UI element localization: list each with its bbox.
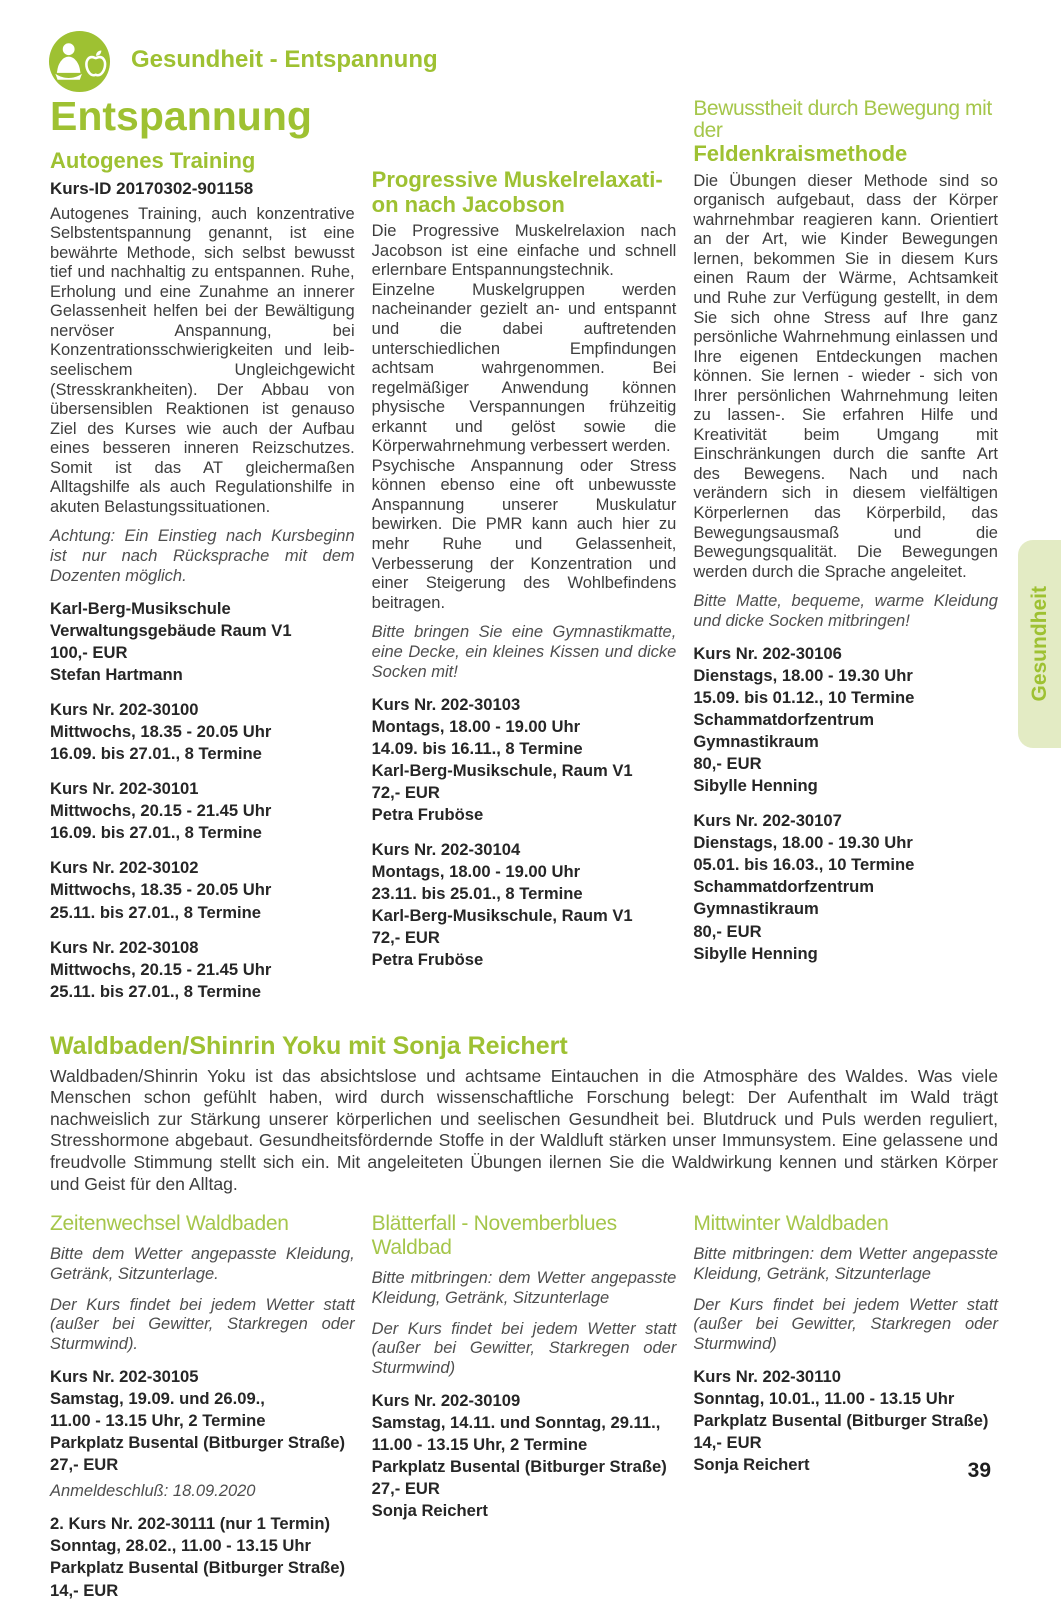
course-line: Parkplatz Busental (Bitburger Straße) bbox=[693, 1411, 989, 1431]
side-tab-label: Gesundheit bbox=[1027, 586, 1051, 702]
course-line: Petra Fruböse bbox=[371, 804, 484, 824]
course-line: Petra Fruböse bbox=[371, 950, 484, 970]
deadline-zeitenwechsel: Anmeldeschluß: 18.09.2020 bbox=[50, 1482, 256, 1501]
course-202-30111 bbox=[50, 1513, 355, 1601]
page-header bbox=[48, 30, 438, 93]
note-feldenkrais: Bitte Matte, bequeme, warme Kleidung und dicke Socken mitbringen! bbox=[693, 592, 998, 630]
note-zeitenwechsel-2: Der Kurs findet bei jedem Wetter statt (außer bei Gewitter, Starkregen oder Sturmwind). bbox=[50, 1295, 355, 1354]
course-line: 16.09. bis 27.01., 8 Termine bbox=[50, 823, 262, 843]
note-zeitenwechsel-1: Bitte dem Wetter angepasste Kleidung, Getränk, Sitzunterlage. bbox=[50, 1245, 355, 1283]
course-line: Kurs Nr. 202-30103 bbox=[371, 694, 521, 714]
kurs-id: Kurs-ID 20170302-901158 bbox=[50, 178, 254, 198]
course-line: 11.00 - 13.15 Uhr, 2 Termine bbox=[50, 1411, 266, 1431]
heading-progressive-muskelrelaxation bbox=[372, 168, 677, 217]
note-autogenes-training: Achtung: Ein Einstieg nach Kursbeginn ist nur nach Rücksprache mit dem Dozenten möglich. bbox=[50, 527, 355, 585]
heading-line: Progressive Muskelrelaxati- bbox=[371, 167, 663, 192]
course-line: Schammatdorfzentrum Gymnastikraum bbox=[693, 709, 875, 752]
meditation-apple-icon bbox=[48, 30, 111, 93]
course-line: Parkplatz Busental (Bitburger Straße) bbox=[50, 1433, 346, 1453]
course-line: 25.11. bis 27.01., 8 Termine bbox=[50, 981, 261, 1001]
course-line: Montags, 18.00 - 19.00 Uhr bbox=[371, 862, 581, 882]
course-line: Kurs Nr. 202-30104 bbox=[371, 839, 521, 859]
course-line: Mittwochs, 18.35 - 20.05 Uhr bbox=[50, 722, 272, 742]
course-line: 11.00 - 13.15 Uhr, 2 Termine bbox=[371, 1435, 588, 1455]
course-line: Kurs Nr. 202-30100 bbox=[50, 700, 199, 720]
course-line: Dienstags, 18.00 - 19.30 Uhr bbox=[693, 665, 913, 685]
course-line: Mittwochs, 20.15 - 21.45 Uhr bbox=[50, 959, 272, 979]
body-feldenkrais: Die Übungen dieser Methode sind so organisch aufgebaut, dass der Körper wahrnehmbar reagieren kann. Orientiert an der Art, wie Kinder Bewegungen lernen, bekommen Sie in diesem Kurs einen Raum der Wärme, Achtsamkeit und Ruhe zur Verfügung gestellt, in dem Sie sich ohne Stress auf Ihre ganz persönliche Wahrnehmung einlassen und Ihre eigenen Entdeckungen machen können. Sie lernen - wieder - sich von Ihrer persönlichen Wahrnehmung leiten zu lassen-. Sie erfahren Hilfe und Kreativität beim Umgang mit Einschränkungen durch die sanfte Art des Bewegens. Nach und nach verändern sich in diesem vielfältigen Körperlernen das Körperbild, das Bewegungsausmaß und die Bewegungsqualität. Die Bewegungen werden durch die Sprache angeleitet. bbox=[693, 171, 998, 581]
course-line: Mittwochs, 18.35 - 20.05 Uhr bbox=[50, 880, 272, 900]
note-mittwinter-2: Der Kurs findet bei jedem Wetter statt (außer bei Gewitter, Starkregen oder Sturmwind) bbox=[693, 1295, 998, 1354]
course-line: Parkplatz Busental (Bitburger Straße) bbox=[371, 1457, 667, 1477]
course-line: Karl-Berg-Musikschule, Raum V1 bbox=[371, 906, 633, 926]
course-202-30100 bbox=[50, 699, 355, 765]
course-line: Parkplatz Busental (Bitburger Straße) bbox=[50, 1558, 346, 1578]
course-line: Mittwochs, 20.15 - 21.45 Uhr bbox=[50, 801, 272, 821]
course-line: Kurs Nr. 202-30101 bbox=[50, 779, 199, 799]
course-line: Montags, 18.00 - 19.00 Uhr bbox=[371, 716, 581, 736]
course-202-30110 bbox=[693, 1366, 998, 1476]
course-202-30106 bbox=[693, 643, 998, 797]
heading-waldbaden: Waldbaden/Shinrin Yoku mit Sonja Reichert bbox=[50, 1031, 568, 1060]
page-title: Entspannung bbox=[50, 93, 312, 139]
course-line: 14.09. bis 16.11., 8 Termine bbox=[371, 738, 583, 758]
venue-line: Stefan Hartmann bbox=[50, 664, 183, 684]
course-line: Sonntag, 10.01., 11.00 - 13.15 Uhr bbox=[693, 1389, 955, 1409]
course-202-30105 bbox=[50, 1366, 355, 1476]
note-pmr: Bitte bringen Sie eine Gymnastikmatte, eine Decke, ein kleines Kissen und dicke Socken mit! bbox=[371, 623, 677, 681]
course-202-30103 bbox=[372, 694, 677, 826]
course-line: Samstag, 19.09. und 26.09., bbox=[50, 1389, 265, 1409]
page-number: 39 bbox=[967, 1459, 991, 1482]
course-line: Schammatdorfzentrum Gymnastikraum bbox=[693, 877, 875, 919]
kicker-feldenkrais: Bewusstheit durch Bewegung mit der bbox=[693, 97, 992, 143]
column-feldenkraismethode bbox=[693, 96, 998, 1016]
note-blaetterfall-1: Bitte mitbringen: dem Wetter angepasste Kleidung, Getränk, Sitzunterlage bbox=[371, 1269, 677, 1307]
body-pmr-p3: Psychische Anspannung oder Stress können ebenso eine oft unbewusste Anspannung unserer Muskulatur bewirken. Die PMR kann auch hier zu mehr Ruhe und Gelassenheit, Verbesserung der Konzentration und einer Steigerung des Wohlbefindens beitragen. bbox=[371, 456, 677, 612]
course-line: Kurs Nr. 202-30105 bbox=[50, 1367, 199, 1387]
category-label: Gesundheit - Entspannung bbox=[131, 45, 438, 73]
body-pmr-p2: Einzelne Muskelgruppen werden nacheinander gezielt an- und entspannt und die dabei auftretenden unterschiedlichen Empfindungen achtsam wahrgenommen. Bei regelmäßiger Anwendung können physische Verspannungen frühzeitig erkannt und gelöst sowie die Körperwahrnehmung verbessert werden. bbox=[371, 280, 677, 456]
note-mittwinter-1: Bitte mitbringen: dem Wetter angepasste Kleidung, Getränk, Sitzunterlage bbox=[693, 1245, 998, 1283]
heading-autogenes-training: Autogenes Training bbox=[50, 148, 256, 173]
heading-zeitenwechsel: Zeitenwechsel Waldbaden bbox=[50, 1212, 289, 1236]
course-line: Sonntag, 28.02., 11.00 - 13.15 Uhr bbox=[50, 1536, 312, 1556]
column-mittwinter-waldbaden bbox=[693, 1210, 998, 1615]
venue-line: Karl-Berg-Musikschule bbox=[50, 598, 231, 618]
course-line: Sonja Reichert bbox=[693, 1455, 810, 1475]
column-blaetterfall-waldbad bbox=[372, 1210, 677, 1615]
course-line: 05.01. bis 16.03., 10 Termine bbox=[693, 855, 915, 875]
course-202-30102 bbox=[50, 857, 355, 923]
course-line: 72,- EUR bbox=[371, 928, 440, 948]
top-section bbox=[50, 93, 998, 1016]
course-line: Dienstags, 18.00 - 19.30 Uhr bbox=[693, 833, 913, 853]
course-line: 25.11. bis 27.01., 8 Termine bbox=[50, 902, 261, 922]
body-waldbaden: Waldbaden/Shinrin Yoku ist das absichtslose und achtsame Eintauchen in die Atmosphäre des Waldes. Was viele Menschen schon gefühlt haben, wird durch wissenschaftliche Forschung belegt: Der Aufenthalt im Wald trägt nachweislich zur Stärkung unserer körperlichen und seelischen Gesundheit bei. Blutdruck und Puls werden reguliert, Stresshormone abgebaut. Gesundheitsfördernde Stoffe in der Waldluft stärken unser Immunsystem. Eine gelassene und freudvolle Stimmung stellt sich ein. Mit angeleiteten Übungen ilernen Sie die Waldwirkung kennen und stärken Körper und Geist für den Alltag. bbox=[50, 1065, 998, 1194]
course-line: Kurs Nr. 202-30102 bbox=[50, 858, 199, 878]
course-202-30101 bbox=[50, 778, 355, 844]
course-line: Sonja Reichert bbox=[371, 1501, 488, 1521]
course-line: Kurs Nr. 202-30107 bbox=[693, 811, 842, 831]
course-line: 2. Kurs Nr. 202-30111 (nur 1 Termin) bbox=[50, 1514, 331, 1534]
body-autogenes-training: Autogenes Training, auch konzentrative Selbstentspannung genannt, ist eine bewährte Methode, sich selbst bewusst tief und nachhaltig zu entspannen. Ruhe, Erholung und eine Zunahme an innerer Gelassenheit helfen bei der Bewältigung nervöser Anspannung, bei Konzentrationsschwierigkeiten und leib-seelischem Ungleichgewicht (Stresskrankheiten). Der Abbau von übersensiblen Reaktionen ist genauso Ziel des Kurses wie auch der Aufbau eines besseren inneren Reizschutzes. Somit ist das AT gleichermaßen Alltagshilfe als auch Regulationshilfe in akuten Belastungssituationen. bbox=[50, 204, 355, 516]
course-202-30109 bbox=[372, 1390, 677, 1522]
heading-mittwinter: Mittwinter Waldbaden bbox=[693, 1212, 889, 1236]
course-202-30104 bbox=[372, 839, 677, 971]
course-line: Samstag, 14.11. und Sonntag, 29.11., bbox=[371, 1413, 661, 1433]
course-line: Kurs Nr. 202-30108 bbox=[50, 937, 199, 957]
waldbaden-section bbox=[50, 1032, 998, 1195]
course-line: 27,- EUR bbox=[371, 1479, 440, 1499]
heading-line: on nach Jacobson bbox=[371, 191, 565, 217]
course-line: Sibylle Henning bbox=[693, 943, 818, 963]
column-autogenes-training bbox=[50, 93, 355, 1016]
course-line: 80,- EUR bbox=[693, 921, 762, 941]
course-line: 15.09. bis 01.12., 10 Termine bbox=[693, 687, 915, 707]
course-line: 23.11. bis 25.01., 8 Termine bbox=[371, 884, 583, 904]
course-line: Kurs Nr. 202-30109 bbox=[371, 1391, 521, 1411]
course-line: 16.09. bis 27.01., 8 Termine bbox=[50, 744, 262, 764]
page-content bbox=[50, 93, 998, 1615]
venue-line: 100,- EUR bbox=[50, 642, 128, 662]
course-line: Kurs Nr. 202-30106 bbox=[693, 643, 842, 663]
course-202-30107 bbox=[693, 810, 998, 964]
body-pmr-p1: Die Progressive Muskelrelaxion nach Jacobson ist eine einfache und schnell erlernbare Entspannungstechnik. bbox=[371, 222, 677, 280]
heading-feldenkraismethode: Feldenkraismethode bbox=[693, 141, 908, 167]
column-zeitenwechsel-waldbaden bbox=[50, 1210, 355, 1615]
bottom-section bbox=[50, 1210, 998, 1615]
note-blaetterfall-2: Der Kurs findet bei jedem Wetter statt (außer bei Gewitter, Starkregen oder Sturmwind) bbox=[371, 1319, 677, 1378]
heading-blaetterfall: Blätterfall - Novemberblues Waldbad bbox=[371, 1212, 617, 1260]
venue-block bbox=[50, 598, 355, 686]
column-progressive-muskelrelaxation bbox=[372, 96, 677, 1016]
course-line: 14,- EUR bbox=[693, 1433, 762, 1453]
course-line: 72,- EUR bbox=[371, 782, 440, 802]
course-line: 14,- EUR bbox=[50, 1580, 119, 1600]
side-tab-gesundheit bbox=[1018, 540, 1061, 748]
course-line: 27,- EUR bbox=[50, 1455, 119, 1475]
course-line: Kurs Nr. 202-30110 bbox=[693, 1367, 841, 1387]
course-line: Sibylle Henning bbox=[693, 776, 818, 796]
course-202-30108 bbox=[50, 937, 355, 1003]
venue-line: Verwaltungsgebäude Raum V1 bbox=[50, 620, 292, 640]
course-line: Karl-Berg-Musikschule, Raum V1 bbox=[371, 760, 633, 780]
course-line: 80,- EUR bbox=[693, 754, 762, 774]
